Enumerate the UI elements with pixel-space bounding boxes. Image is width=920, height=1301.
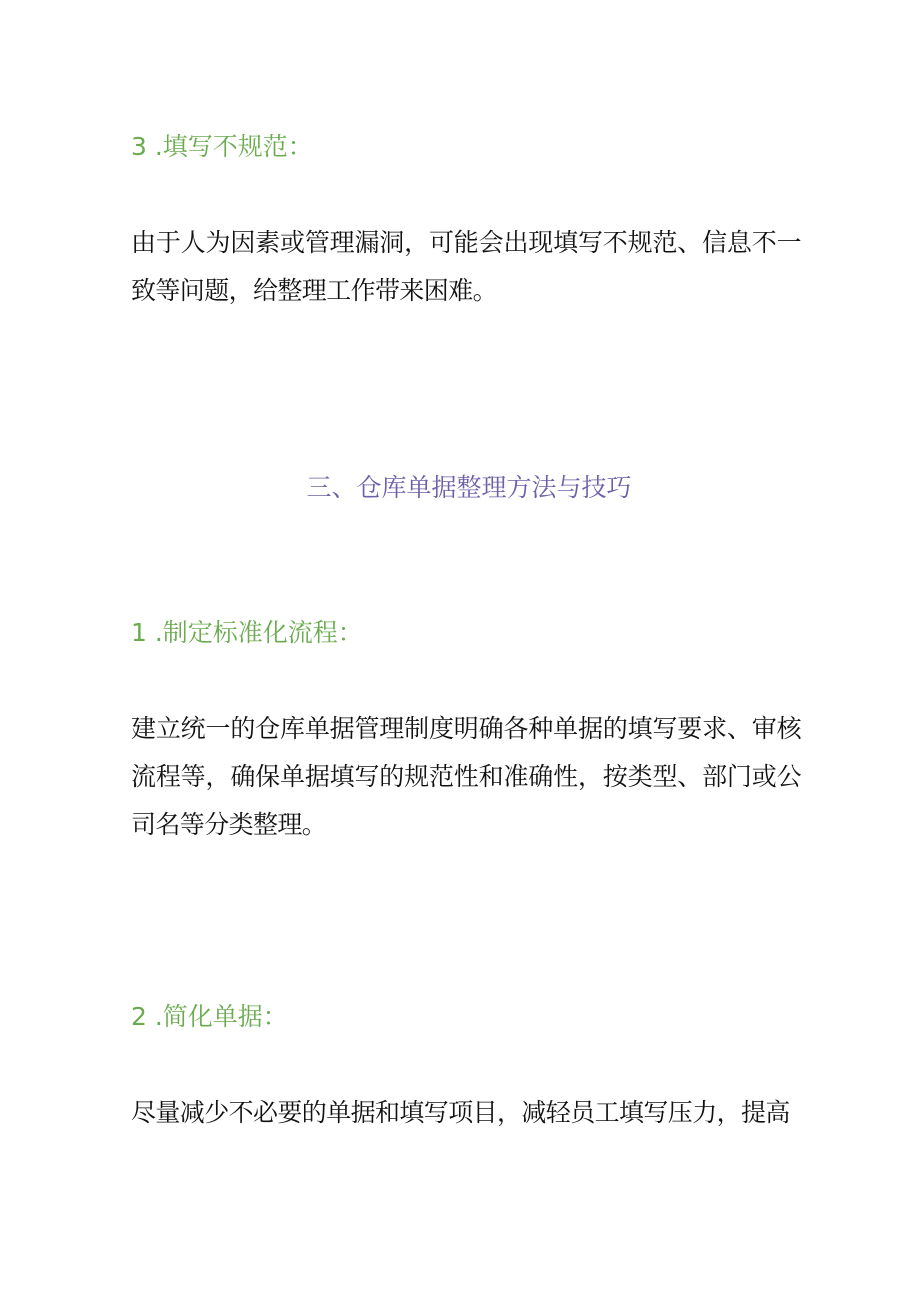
- paragraph-simplify-documents: 尽量减少不必要的单据和填写项目，减轻员工填写压力，提高: [131, 1098, 790, 1127]
- paragraph-standard-process: 建立统一的仓库单据管理制度明确各种单据的填写要求、审核流程等，确保单据填写的规范性和准确性，按类型、部门或公司名等分类整理。: [131, 714, 801, 839]
- heading-nonstandard-filling: 3 .填写不规范：: [131, 132, 313, 161]
- heading-standard-process: 1 .制定标准化流程：: [131, 618, 363, 647]
- section-title-methods: 三、仓库单据整理方法与技巧: [306, 473, 632, 502]
- paragraph-nonstandard-filling: 由于人为因素或管理漏洞，可能会出现填写不规范、信息不一致等问题，给整理工作带来困难。: [131, 228, 801, 305]
- heading-simplify-documents: 2 .简化单据：: [131, 1002, 288, 1031]
